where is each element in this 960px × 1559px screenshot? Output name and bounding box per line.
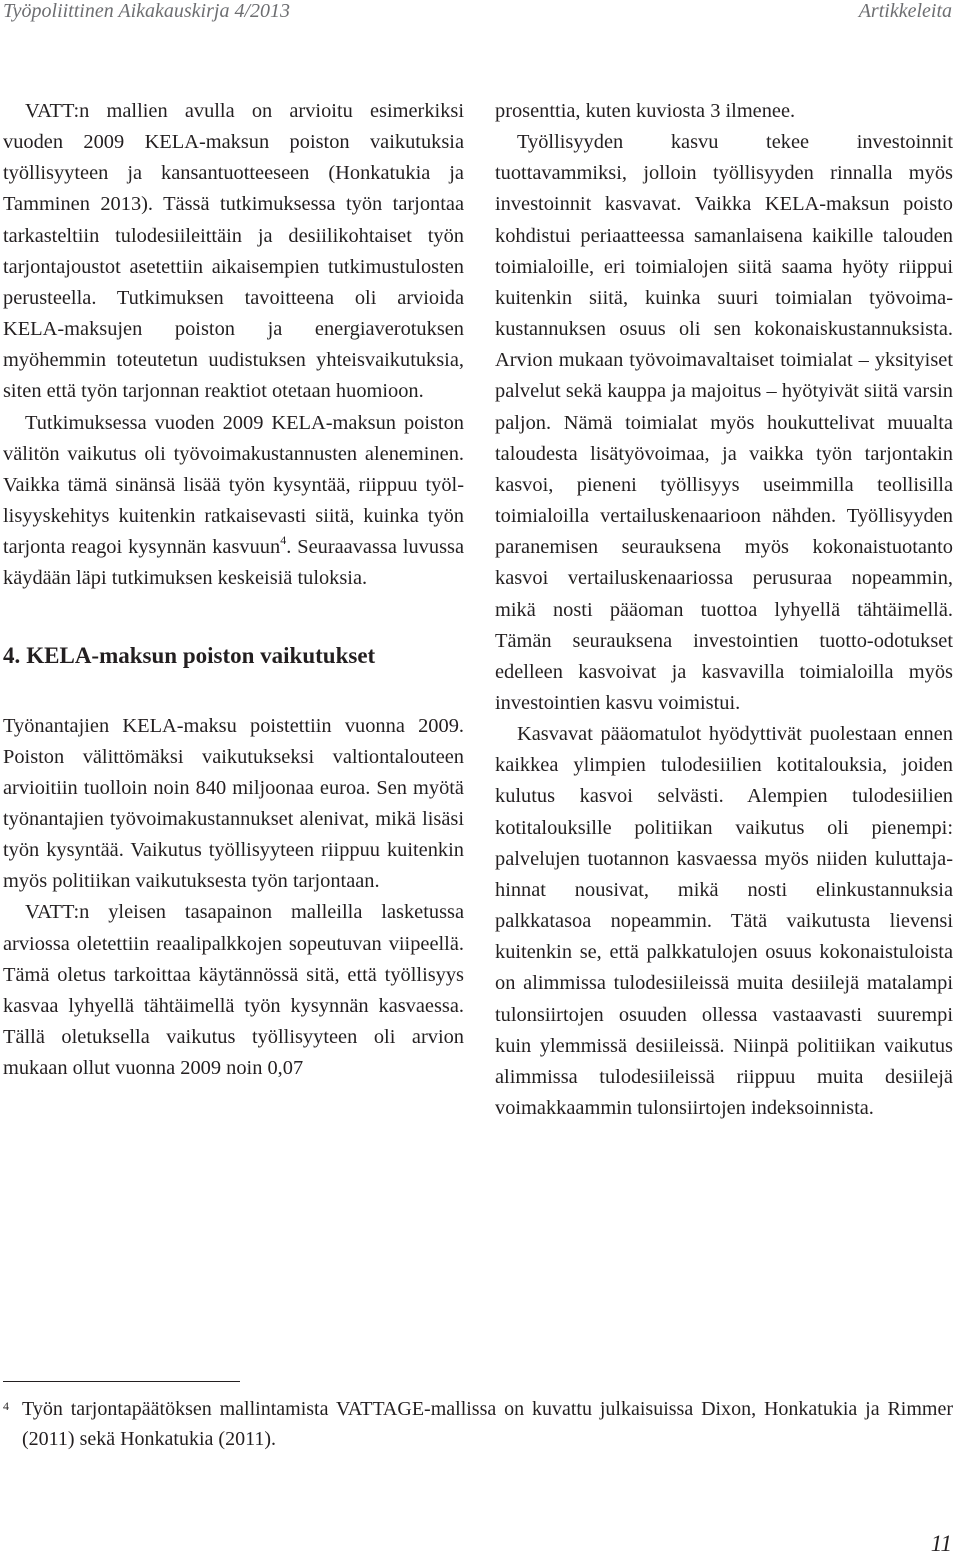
page-number: 11 — [930, 1531, 952, 1556]
paragraph: VATT:n mallien avulla on arvioitu esimerkiksi vuoden 2009 KELA-maksun poiston vaikutuksia työllisyyteen ja kansantuotteeseen (Honkatukia ja Tamminen 2013). Tässä tutkimuksessa työn tarjontaa tarkasteltiin tulodesiileittäin ja desiilikohtaiset työn tarjontajoustot asetettiin aikaisempien tutkimustulosten perusteella. Tutkimuksen tavoitteena oli arvioida KELA-maksujen poiston ja energiaverotuksen myöhemmin toteutetun uudistuksen yhteisvaikutuksia, siten että työn tarjonnan reaktiot otetaan huomioon. — [3, 100, 464, 403]
right-column — [495, 96, 953, 1124]
paragraph-text: . Seuraavassa luvussa käydään läpi tutkimuksen keskeisiä tuloksia. — [3, 536, 464, 590]
journal-title: Työpoliittinen Aikakauskirja 4/2013 — [3, 0, 291, 22]
footnote — [3, 1394, 953, 1454]
paragraph: VATT:n yleisen tasapainon malleilla lasketussa arviossa oletettiin reaalipalkkojen sopeutuvan viipeellä. Tämä oletus tarkoittaa käytännössä sitä, että työllisyys kasvaa lyhyellä tähtäimellä työn kysynnän kasvaessa. Tällä oletuksella vaikutus työllisyyteen oli arvion mukaan ollut vuonna 2009 noin 0,07 — [3, 901, 464, 1080]
paragraph: Työllisyyden kasvu tekee investoinnit tuottavammiksi, jolloin työllisyyden rinnalla myös investoinnit kasvavat. Vaikka KELA-maksun poisto kohdistui periaatteessa samanlaisena kaikille talouden toimialoille, eri toimialojen siitä saama hyöty riippui kuitenkin siitä, kuinka suuri toimialan työvoimakustannuksen osuus oli sen kokonaiskustannuksista. Arvion mukaan työvoimavaltaiset toimialat – yksityiset palvelut sekä kauppa ja majoitus – hyötyivät siitä varsin paljon. Nämä toimialat myös houkuttelivat muualta taloudesta lisätyövoimaa, ja vaikka työn tarjontakin kasvoi, pieneni työllisyys useimmilla teollisilla toimialoilla vertailuskenaarioon nähden. Työllisyyden paranemisen seurauksena myös kokonaistuotanto kasvoi vertailuskenaariossa perusuraa nopeammin, mikä nosti pääoman tuottoa lyhyellä tähtäimellä. Tämän seurauksena investointien tuotto-odotukset edelleen kasvoivat ja kasvavilla toimialoilla myös investointien kasvu voimistui. — [495, 131, 953, 714]
paragraph: Työnantajien KELA-maksu poistettiin vuonna 2009. Poiston välittömäksi vaikutukseksi valtiontalouteen arvioitiin tuolloin noin 840 miljoonaa euroa. Sen myötä työnantajien työvoimakustannukset alenivat, mikä lisäsi työn kysyntää. Vaikutus työllisyyteen riippuu kuitenkin myös politiikan vaikutuksesta työn tarjontaan. — [3, 714, 464, 893]
footnote-divider — [3, 1381, 240, 1382]
section-number: 4. — [3, 642, 21, 668]
paragraph-text: Tutkimuksessa vuoden 2009 KELA-maksun poiston välitön vaikutus oli työvoimakustannusten aleneminen. Vaikka tämä sinänsä lisää työn kysyntää, riippuu työllisyyskehitys kuitenkin ratkaisevasti siitä, kuinka työn tarjonta reagoi kysynnän kasvuun — [3, 411, 464, 559]
footnote-mark: 4 — [3, 1399, 9, 1413]
footnote-text: Työn tarjontapäätöksen mallintamista VATTAGE-mallissa on kuvattu julkaisuissa Dixon, Honkatukia ja Rimmer (2011) sekä Honkatukia (2011). — [22, 1398, 953, 1450]
section-title: Artikkeleita — [858, 0, 952, 22]
running-head — [3, 0, 952, 28]
section-heading — [3, 640, 464, 671]
footnote-reference: 4 — [280, 533, 287, 548]
paragraph: Kasvavat pääomatulot hyödyttivät puolestaan ennen kaikkea ylimpien tulodesiilien kotitalouksia, joiden kulutus kasvoi selvästi. Alempien tulodesiilien kotitalouksille politiikan vaikutus oli pienempi: palvelujen tuotannon kasvaessa myös niiden kuluttajahinnat nousivat, mikä nosti elinkustannuksia palkkatasoa nopeammin. Tätä vaikutusta lievensi kuitenkin se, että palkkatulojen osuus kokonaistuloista on alimmissa tulodesiileissä muita desiilejä matalampi tulonsiirtojen osuuden ollessa vastaavasti suurempi kuin ylemmissä desiileissä. Niinpä politiikan vaikutus alimmissa tulodesiileissä riippuu muita desiilejä voimakkaammin tulonsiirtojen indeksoinnista. — [495, 723, 953, 1119]
section-heading-text: KELA-maksun poiston vaikutukset — [26, 642, 376, 668]
paragraph — [3, 408, 464, 595]
left-column — [3, 96, 464, 1084]
paragraph: prosenttia, kuten kuviosta 3 ilmenee. — [495, 100, 796, 122]
